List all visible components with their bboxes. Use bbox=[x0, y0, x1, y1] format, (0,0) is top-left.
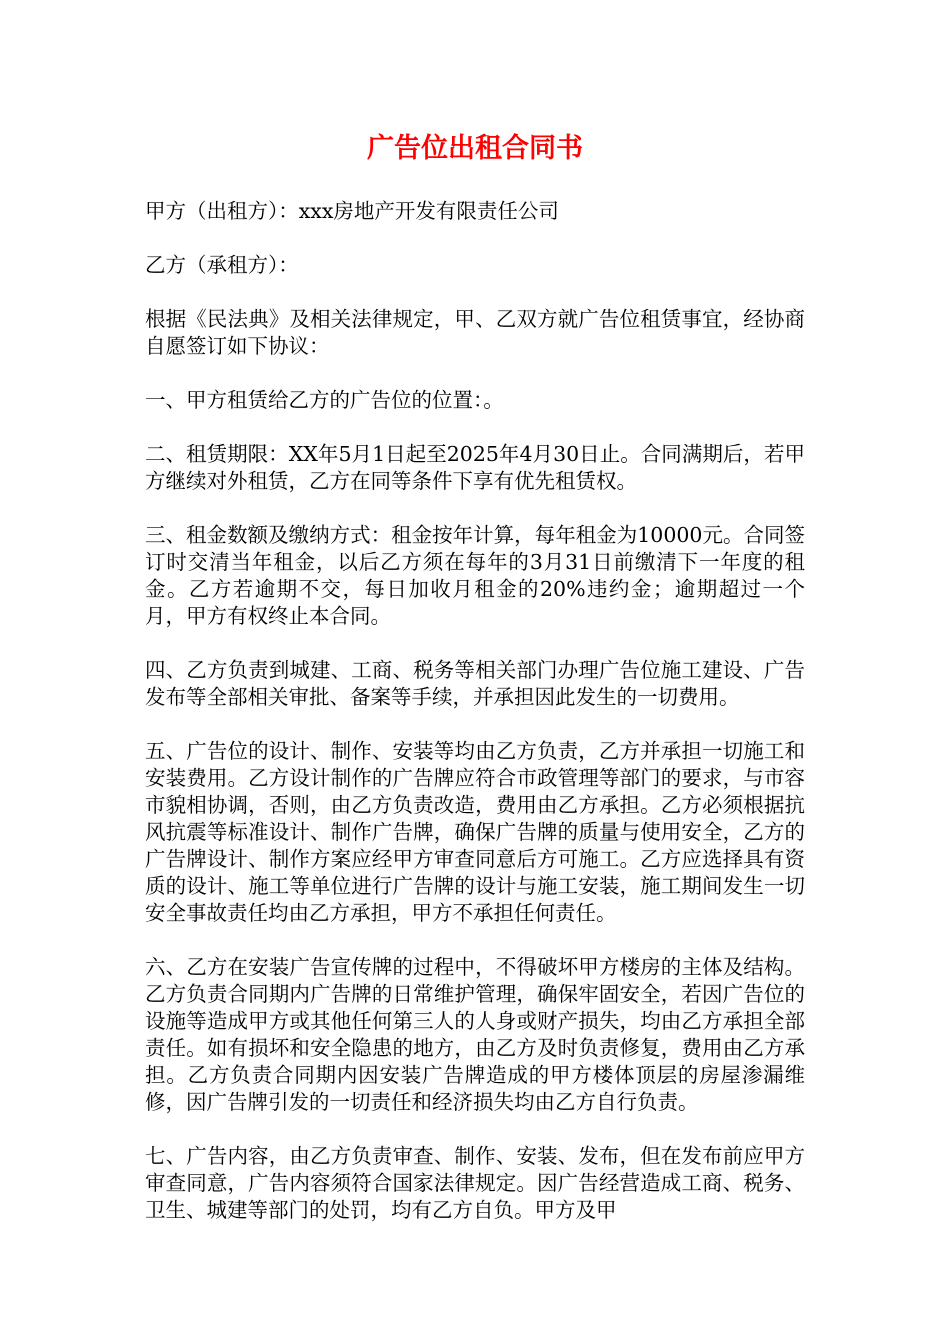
clause-4: 四、乙方负责到城建、工商、税务等相关部门办理广告位施工建设、广告发布等全部相关审批、备案等手续，并承担因此发生的一切费用。 bbox=[145, 658, 805, 709]
party-a-line: 甲方（出租方）：xxx房地产开发有限责任公司 bbox=[145, 199, 559, 223]
clause-7: 七、广告内容，由乙方负责审查、制作、安装、发布，但在发布前应甲方审查同意，广告内容须符合国家法律规定。因广告经营造成工商、税务、卫生、城建等部门的处罚，均有乙方自负。甲方及甲 bbox=[145, 1144, 805, 1222]
clause-1: 一、甲方租赁给乙方的广告位的位置：。 bbox=[145, 388, 504, 412]
document-title: 广告位出租合同书 bbox=[367, 133, 583, 164]
clause-2: 二、租赁期限：XX年5月1日起至2025年4月30日止。合同满期后，若甲方继续对外租赁，乙方在同等条件下享有优先租赁权。 bbox=[145, 442, 805, 493]
clause-6: 六、乙方在安装广告宣传牌的过程中，不得破坏甲方楼房的主体及结构。乙方负责合同期内广告牌的日常维护管理，确保牢固安全，若因广告位的设施等造成甲方或其他任何第三人的人身或财产损失，均由乙方承担全部责任。如有损坏和安全隐患的地方，由乙方及时负责修复，费用由乙方承担。乙方负责合同期内因安装广告牌造成的甲方楼体顶层的房屋渗漏维修，因广告牌引发的一切责任和经济损失均由乙方自行负责。 bbox=[145, 955, 805, 1114]
party-b-line: 乙方（承租方）： bbox=[145, 253, 299, 277]
preamble-paragraph: 根据《民法典》及相关法律规定，甲、乙双方就广告位租赁事宜，经协商自愿签订如下协议： bbox=[145, 307, 805, 358]
clause-3: 三、租金数额及缴纳方式：租金按年计算，每年租金为10000元。合同签订时交清当年租金，以后乙方须在每年的3月31日前缴清下一年度的租金。乙方若逾期不交，每日加收月租金的20%违约金；逾期超过一个月，甲方有权终止本合同。 bbox=[145, 523, 805, 628]
clause-5: 五、广告位的设计、制作、安装等均由乙方负责，乙方并承担一切施工和安装费用。乙方设计制作的广告牌应符合市政管理等部门的要求，与市容市貌相协调，否则，由乙方负责改造，费用由乙方承担。乙方必须根据抗风抗震等标准设计、制作广告牌，确保广告牌的质量与使用安全，乙方的广告牌设计、制作方案应经甲方审查同意后方可施工。乙方应选择具有资质的设计、施工等单位进行广告牌的设计与施工安装，施工期间发生一切安全事故责任均由乙方承担，甲方不承担任何责任。 bbox=[145, 739, 805, 925]
document-body bbox=[145, 198, 805, 1224]
